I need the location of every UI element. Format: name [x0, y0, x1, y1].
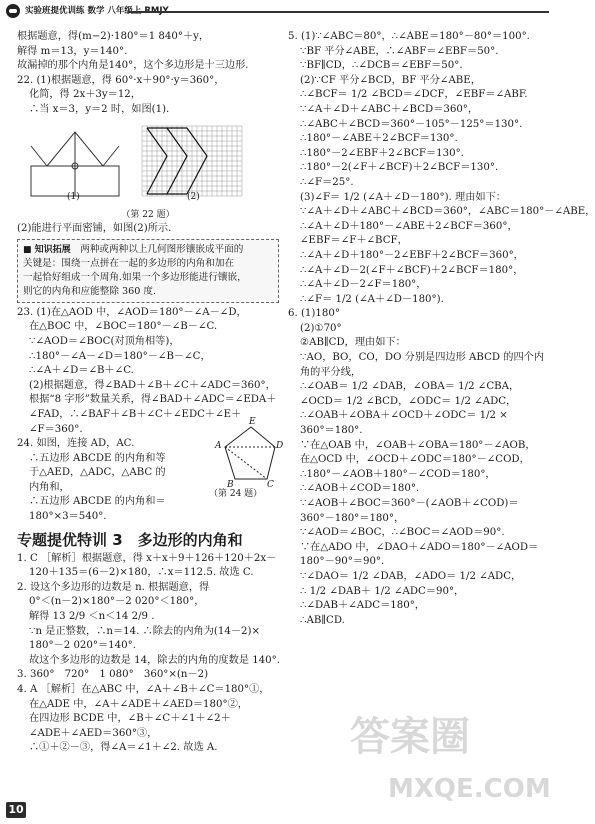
text-line: ∴180°－∠AOB＋180°－∠COD＝180°， [300, 468, 496, 480]
vertex-label-E: E [249, 417, 256, 428]
text-line: (2)根据题意，得∠BAD＋∠B＋∠C＋∠ADC＝360°， [29, 379, 276, 391]
text-line: 180°×3＝540°. [29, 511, 107, 523]
text-line: ∴∠A＋∠D－2∠F＝180°， [300, 279, 427, 291]
page-header [0, 0, 565, 30]
text-line: ∠FAD，∴∠BAF＋∠B＋∠C＋∠EDC＋∠E＋ [29, 408, 242, 420]
tip-line: 则它的内角和应能整除 360 度. [23, 285, 156, 297]
text-line: 360°－180°＝180°， [300, 512, 405, 524]
text-line: ∠EBF＝∠F＋∠BCF， [300, 235, 408, 247]
text-line: ∴180°－2(∠F＋∠BCF)＋2∠BCF＝130°. [300, 162, 499, 174]
text-line: ∴AB∥CD. [300, 614, 345, 626]
book-logo-icon [6, 4, 20, 18]
text-line: ∵∠A＋∠D＋∠ABC＋∠BCD＝360°，∠ABC＝180°－∠ABE， [300, 206, 595, 218]
tip-line: 关键是：围绕一点拼在一起的多边形的内角和加在 [23, 257, 235, 269]
text-line: ∠OCD＝ 1/2 ∠BCD，∠ODC＝ 1/2 ∠ADC， [300, 395, 517, 407]
tip-tag: ■ 知识拓展 [23, 244, 71, 255]
figure-22 [17, 118, 279, 208]
text-line: ∵BF 平分∠ABE，∴∠ABF＝∠EBF＝50°. [300, 45, 499, 57]
text-line: ∴当 x＝3，y＝2 时，如图(1). [29, 103, 170, 115]
text-line: ∴180°－∠ABE＋2∠BCF＝130°. [300, 133, 458, 145]
text-line: ∵AO，BO，CO，DO 分别是四边形 ABCD 的四个内 [300, 352, 545, 364]
text-line: 4. A ［解析］在△ABC 中，∠A＋∠B＋∠C＝180°①， [17, 684, 270, 696]
q21-tail [17, 30, 279, 118]
figure-24 [209, 417, 284, 507]
text-line: 0°＜(n－2)×180°－2 020°＜180°， [29, 596, 205, 608]
vertex-label-B: B [227, 480, 234, 491]
text-line: 180°－90°＝90°. [300, 556, 385, 568]
text-line: 根据“8 字形”数量关系，得∠BAD＋∠ADC＝∠EDA＋ [29, 394, 277, 406]
text-line: ②AB∥CD，理由如下： [300, 337, 406, 349]
text-line: 在△OCD 中，∠OCD＋∠ODC＝180°－∠COD， [300, 454, 530, 466]
vertex-label-D: D [276, 441, 284, 452]
text-line: ∠ADE＋∠AED＝360°③， [29, 727, 158, 739]
text-line: ∴∠F＝25°. [300, 176, 354, 188]
text-line: ∵在△OAB 中，∠OAB＋∠OBA＝180°－∠AOB， [300, 439, 536, 451]
text-line: 在△ADE 中，∠A＋∠ADE＋∠AED＝180°②， [29, 698, 248, 710]
text-line: 角的平分线， [300, 366, 362, 378]
text-line: ∴∠A＋∠D＋180°－∠ABE＋2∠BCF＝360°， [300, 220, 518, 232]
watermark-logo: 答案圈 [350, 714, 470, 760]
text-line: 故漏掉的那个内角是140°，这个多边形是十三边形. [17, 60, 249, 72]
text-line: ∴180°－∠A－∠D＝180°－∠B－∠C， [29, 350, 211, 362]
text-line: ∵∠A＋∠D＋∠ABC＋∠BCD＝360°， [300, 103, 479, 115]
text-line: ∴ 1/2 ∠DAB＋ 1/2 ∠ADC＝90°， [300, 585, 465, 597]
text-line: 1. C ［解析］根据题意，得 x＋x＋9＋126＋120＋2x－ [17, 552, 277, 564]
text-line: 3. 360° 720° 1 080° 360°×(n－2) [17, 669, 209, 681]
figure-22-label-2: (2) [187, 191, 200, 202]
text-line: (2)能进行平面密铺，如图(2)所示. [17, 223, 172, 235]
text-line: 6. (1)180° [288, 308, 340, 320]
text-line: 24. 如图，连接 AD，AC. [17, 438, 135, 450]
figure-22-caption: （第 22 题） [121, 209, 175, 220]
text-line: 故这个多边形的边数是 14，除去的内角的度数是 140°. [29, 654, 280, 666]
text-line: ∴∠A＋∠D＝∠B＋∠C. [29, 365, 134, 377]
text-line: ∴∠ABC＋∠BCD＝360°－105°－125°＝130°. [300, 118, 523, 130]
text-line: ∴∠BCF＝ 1/2 ∠BCD＝∠DCF，∠EBF＝∠ABF. [300, 89, 528, 101]
text-line: 120＋135＝(6－2)×180，∴x＝112.5. 故选 C. [29, 567, 254, 579]
page-number: 10 [6, 802, 26, 818]
text-line: ∵BF∥CD，∴∠DCB＝∠EBF＝50°. [300, 60, 463, 72]
text-line: ∴①＋②－③，得∠A＝∠1＋∠2. 故选 A. [29, 742, 218, 754]
text-line: 化简，得 2x＋3y＝12， [29, 89, 141, 101]
text-line: (2)①70° [300, 322, 342, 334]
figure-24-caption: （第 24 题） [209, 489, 263, 500]
watermark-url: MXQE.COM [388, 774, 551, 804]
text-line: ∴∠AOB＋∠COD＝180°. [300, 483, 420, 495]
text-line: ∴五边形 ABCDE 的内角和＝ [29, 496, 166, 508]
text-line: 根据题意，得(m−2)·180°＝1 840°＋y， [17, 31, 210, 42]
text-line: ∴∠A＋∠D＋180°－2∠EBF＋2∠BCF＝360°， [300, 249, 524, 261]
tip-line: 一起恰好组成一个周角.如果一个多边形能进行镶嵌， [23, 271, 247, 283]
text-line: 内角和， [29, 481, 70, 493]
text-line: ∴∠A＋∠D－2(∠F＋∠BCF)＋2∠BCF＝180°， [300, 264, 524, 276]
text-line: (3)∠F＝ 1/2 (∠A＋∠D－180°). 理由如下： [300, 191, 506, 203]
text-line: ∴180°－2∠EBF＋2∠BCF＝130°. [300, 147, 464, 159]
text-line: 2. 设这个多边形的边数是 n. 根据题意，得 [17, 581, 210, 593]
text-line: 5. (1)∵∠ABC＝80°，∴∠ABE＝180°－80°＝100°. [288, 31, 530, 42]
knowledge-tip-box [17, 239, 279, 303]
text-line: ∴五边形 ABCDE 的内角和等 [29, 452, 166, 464]
text-line: ∵∠AOD＝∠BOC，∴∠BOC＝∠AOD＝90°. [300, 527, 505, 539]
text-line: 22. (1)根据题意，得 60°·x＋90°·y＝360°， [17, 74, 225, 86]
text-line: ∵∠AOD＝∠BOC(对顶角相等)， [29, 335, 180, 347]
text-line: ∠F＝360°. [29, 423, 83, 435]
text-line: ∴∠OAB＝ 1/2 ∠DAB，∠OBA＝ 1/2 ∠CBA， [300, 381, 520, 393]
right-column [288, 30, 595, 628]
text-line: ∴∠OAB＋∠OBA＋∠OCD＋∠ODC＝ 1/2 × [300, 410, 508, 422]
text-line: ∵在△ADO 中，∠DAO＋∠ADO＝180°－∠AOD＝ [300, 541, 539, 553]
text-line: (2)∵CF 平分∠BCD，BF 平分∠ABE， [300, 74, 481, 86]
text-line: ∵n 是正整数，∴n＝14. ∴除去的内角为(14－2)× [29, 625, 261, 637]
section-answers [17, 552, 279, 756]
text-line: ∴∠DAB＋∠ADC＝180°， [300, 600, 425, 612]
text-line: ∵∠AOB＋∠BOC＝360°－(∠AOB＋∠COD)＝ [300, 498, 519, 509]
left-column [17, 30, 284, 756]
header-title: 实验班提优训练 数学 八年级上 RMJY [25, 6, 169, 16]
tip-line: 两种或两种以上几何图形镶嵌成平面的 [80, 243, 244, 255]
text-line: 360°＝180°. [300, 425, 363, 437]
text-line: ∴∠F＝ 1/2 (∠A＋∠D－180°). [300, 293, 444, 305]
header-rule [128, 11, 549, 13]
text-line: 在四边形 BCDE 中，∠B＋∠C＋∠1＋∠2＋ [29, 713, 231, 725]
text-line: ∵∠DAO＝ 1/2 ∠DAB，∠ADO＝ 1/2 ∠ADC， [300, 570, 522, 582]
text-line: 23. (1)在△AOD 中，∠AOD＝180°－∠A－∠D， [17, 306, 247, 318]
figure-22-label-1: (1) [67, 191, 80, 202]
text-line: 180°－2 020°＝140°. [29, 640, 136, 652]
vertex-label-C: C [267, 480, 274, 491]
text-line: 解得 13 2/9 ＜n＜14 2/9 . [29, 611, 155, 623]
text-line: 解得 m＝13，y＝140°. [17, 45, 128, 57]
figure-22-drawing [17, 118, 279, 208]
q23 [17, 306, 279, 437]
section-title: 专题提优特训 3 多边形的内角和 [17, 531, 243, 550]
vertex-label-A: A [215, 441, 222, 452]
text-line: 于△AED，△ADC，△ABC 的 [29, 467, 166, 479]
text-line: 在△BOC 中，∠BOC＝180°－∠B－∠C. [29, 321, 218, 333]
